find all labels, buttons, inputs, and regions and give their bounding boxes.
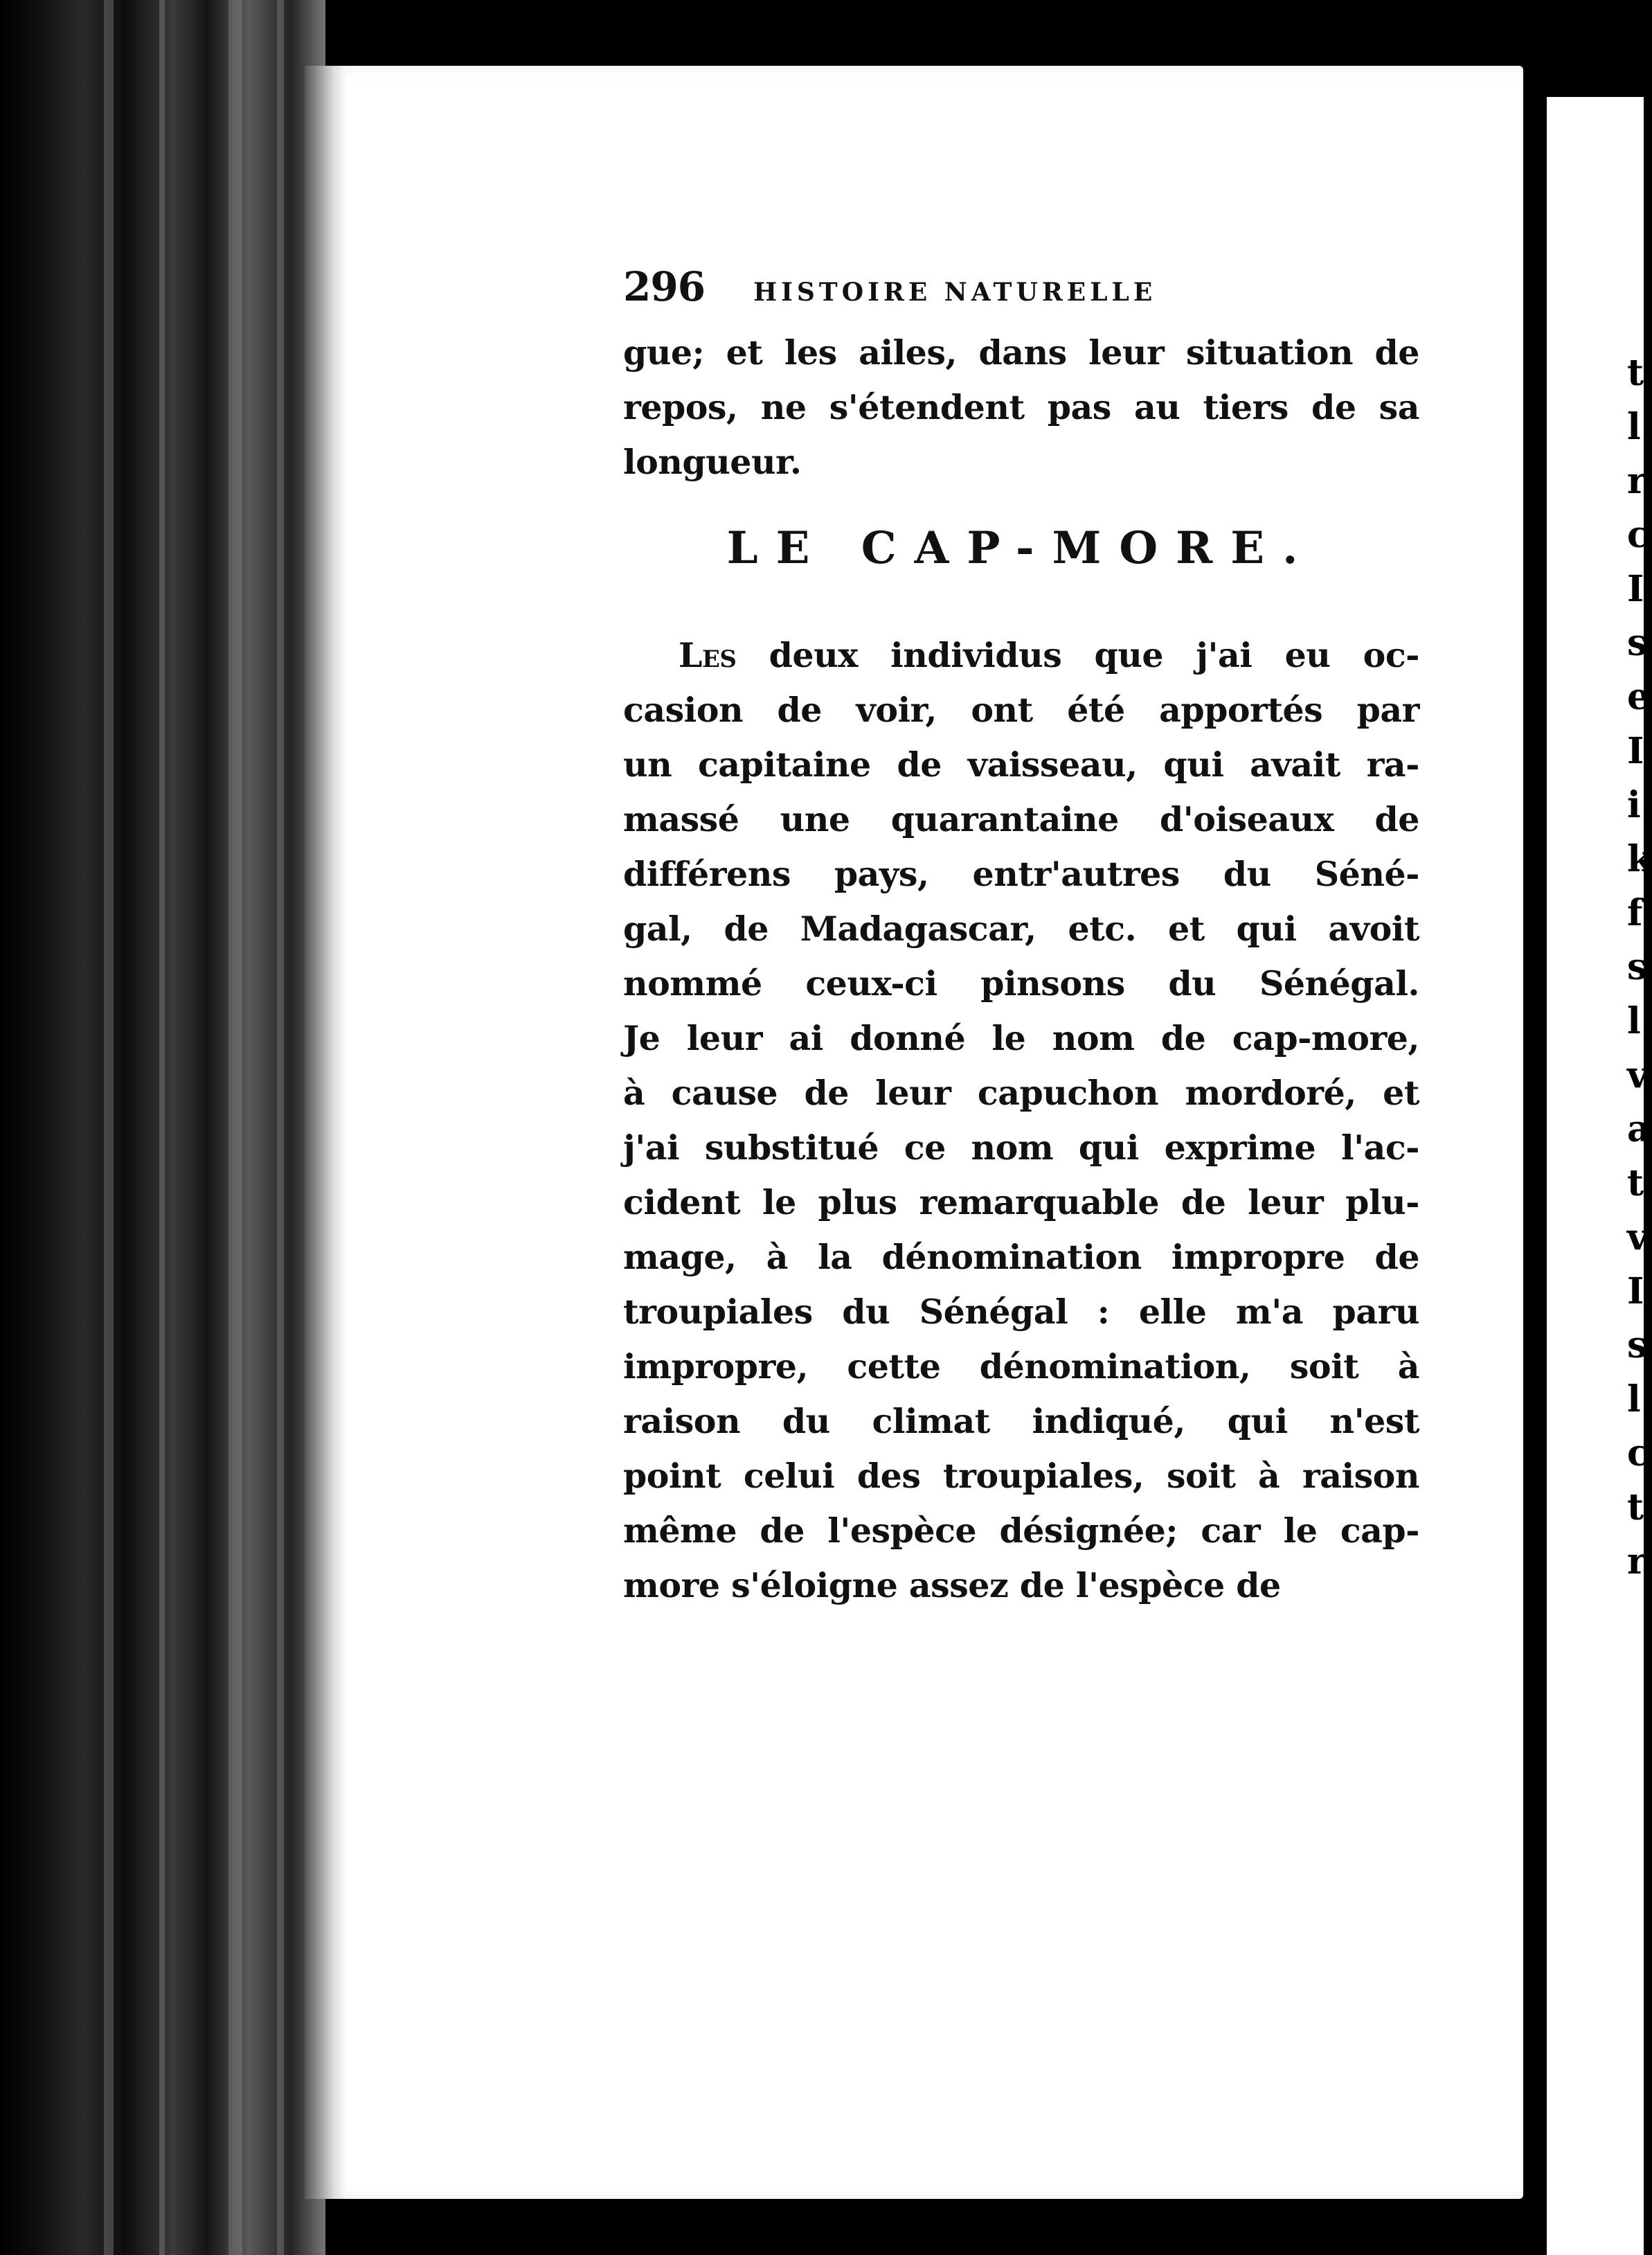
adjacent-page-letter: t	[1627, 1486, 1644, 1528]
spine-streak	[277, 0, 284, 2255]
text-line: point celui des troupiales, soit à raison	[623, 1456, 1419, 1496]
first-word: Les	[679, 635, 737, 675]
text-line: more s'éloigne assez de l'espèce de	[623, 1565, 1281, 1605]
adjacent-page-letter: v	[1627, 1054, 1649, 1096]
first-line-rest: deux individus que j'ai eu oc-	[769, 635, 1419, 675]
adjacent-page-letter: a	[1627, 1108, 1651, 1150]
text-line: longueur.	[623, 442, 802, 482]
page-number: 296	[623, 263, 706, 310]
adjacent-page-letter: l	[1627, 1378, 1641, 1420]
adjacent-page-letter: s	[1627, 622, 1648, 664]
adjacent-page-letter: t	[1627, 352, 1644, 394]
spine-streak	[228, 0, 242, 2255]
text-line: j'ai substitué ce nom qui exprime l'ac-	[623, 1128, 1419, 1168]
adjacent-page-letter: l	[1627, 1000, 1641, 1042]
text-line: mage, à la dénomination impropre de	[623, 1237, 1419, 1277]
text-line: même de l'espèce désignée; car le cap-	[623, 1510, 1419, 1551]
page-edge	[305, 66, 346, 2199]
text-line: casion de voir, ont été apportés par	[623, 690, 1419, 730]
adjacent-page-letter: v	[1627, 1216, 1649, 1258]
text-line: différens pays, entr'autres du Séné-	[623, 854, 1419, 894]
adjacent-page-letter: k	[1627, 838, 1652, 880]
adjacent-page-letter: c	[1627, 514, 1649, 556]
adjacent-page-letter: l	[1627, 406, 1641, 448]
paragraph-body	[623, 683, 1419, 1613]
text-line: nommé ceux-ci pinsons du Sénégal.	[623, 963, 1419, 1004]
adjacent-page-letter: I	[1627, 730, 1644, 772]
section-title: LE CAP-MORE.	[726, 522, 1316, 574]
text-line: à cause de leur capuchon mordoré, et	[623, 1073, 1419, 1113]
text-line: un capitaine de vaisseau, qui avait ra-	[623, 745, 1419, 785]
spine-streak	[104, 0, 114, 2255]
adjacent-page-letter: c	[1627, 1432, 1649, 1474]
adjacent-page-letter: r	[1627, 460, 1646, 502]
adjacent-page-letter: I	[1627, 568, 1644, 610]
page-gutter	[1523, 97, 1547, 2216]
spine-streak	[159, 0, 165, 2255]
adjacent-page-letter: s	[1627, 1324, 1648, 1366]
page-text	[623, 263, 1419, 1613]
adjacent-page-letter: I	[1627, 1270, 1644, 1312]
adjacent-page-text	[1627, 346, 1652, 1589]
text-line: Je leur ai donné le nom de cap-more,	[623, 1018, 1419, 1058]
text-line: repos, ne s'étendent pas au tiers de sa	[623, 387, 1419, 427]
adjacent-page-letter: t	[1627, 1162, 1644, 1204]
text-line: raison du climat indiqué, qui n'est	[623, 1401, 1419, 1441]
adjacent-page-letter: f	[1627, 892, 1643, 934]
running-head-title: HISTOIRE NATURELLE	[753, 278, 1157, 307]
adjacent-page-letter: s	[1627, 946, 1648, 988]
text-line: troupiales du Sénégal : elle m'a paru	[623, 1292, 1419, 1332]
running-head	[623, 263, 1419, 326]
text-line: massé une quarantaine d'oiseaux de	[623, 799, 1419, 839]
adjacent-page-letter: i	[1627, 784, 1641, 826]
text-line: gue; et les ailes, dans leur situation de	[623, 332, 1419, 373]
text-line: cident le plus remarquable de leur plu-	[623, 1182, 1419, 1222]
adjacent-page-letter: r	[1627, 1540, 1646, 1583]
adjacent-page-letter: e	[1627, 676, 1651, 718]
text-line: impropre, cette dénomination, soit à	[623, 1346, 1419, 1387]
text-line: gal, de Madagascar, etc. et qui avoit	[623, 909, 1419, 949]
paragraph-first-line	[623, 628, 1419, 683]
